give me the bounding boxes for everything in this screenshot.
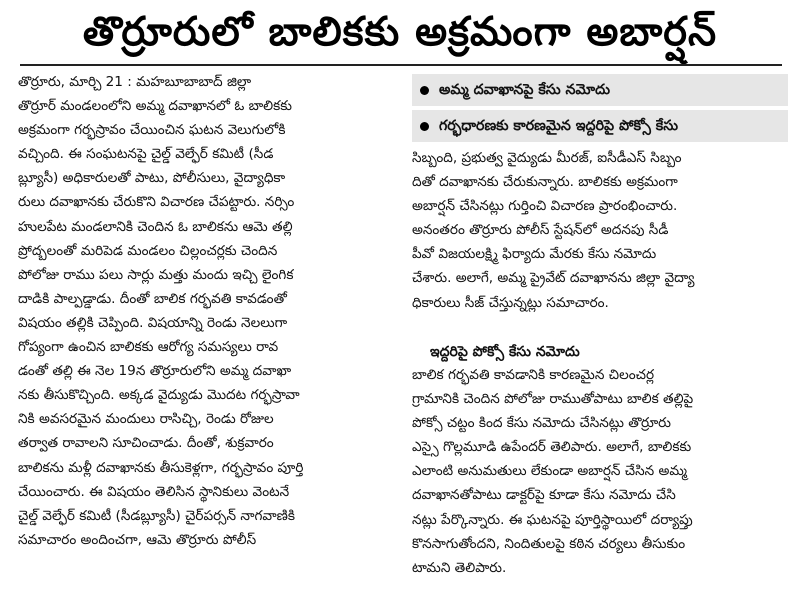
right-column-section-2 xyxy=(412,363,788,580)
text-line: అక్రమంగా గర్భస్రావం చేయించిన ఘటన వెలుగులోకి xyxy=(18,122,286,139)
bullet-icon xyxy=(420,86,429,95)
text-line: రులు దవాఖానకు చేరుకొని విచారణ చేపట్టారు. నర్సిం xyxy=(18,194,295,211)
left-column xyxy=(18,70,398,552)
highlight-item xyxy=(412,110,788,142)
right-column xyxy=(412,146,788,315)
text-line: చేయించారు. ఈ విషయం తెలిసిన స్థానికులు వెంటనే xyxy=(18,483,290,500)
text-line: గ్రామానికి చెందిన పోలోజు రాముతోపాటు బాలిక తల్లిపై xyxy=(412,391,694,408)
text-line: దాడికి పాల్పడ్డాడు. దీంతో బాలిక గర్భవతి కావడంతో xyxy=(18,290,287,307)
headline: తొర్రూరులో బాలికకు అక్రమంగా అబార్షన్ xyxy=(82,9,718,55)
text-line: పోలోజు రాము పలు సార్లు మత్తు మందు ఇచ్చి లైంగిక xyxy=(18,266,294,283)
text-line: బాలికను మళ్లీ దవాఖానకు తీసుకెళ్లగా, గర్భస్రావం పూర్తి xyxy=(18,459,304,476)
text-line: నకు తీసుకొచ్చింది. అక్కడ వైద్యుడు మొదట గర్భస్రావా xyxy=(18,387,300,404)
text-line: తొర్రూరు, మార్చి 21 : మహబూబాబాద్ జిల్లా xyxy=(18,74,252,90)
text-line: అనంతరం తొర్రూరు పోలీస్ స్టేషన్‌లో అదనపు సీడీ xyxy=(412,222,669,239)
text-line: ఎలాంటి అనుమతులు లేకుండా అబార్షన్ చేసిన అమ్మ xyxy=(412,463,687,480)
text-line: ప్రోద్బలంతో మరిపెడ మండలం చిల్లంచర్లకు చెందిన xyxy=(18,242,278,259)
text-line: అబార్షన్ చేసినట్లు గుర్తించి విచారణ ప్రారంభించారు. xyxy=(412,198,678,215)
highlight-text: అమ్మ దవాఖానపై కేసు నమోదు xyxy=(439,82,611,98)
text-line: దితో దవాఖానకు చేరుకున్నారు. బాలికకు అక్రమంగా xyxy=(412,174,678,191)
headline-divider xyxy=(20,64,782,66)
text-line: బ్ల్యూసీ) అధికారులతో పాటు, పోలీసులు, వైద్యాధికా xyxy=(18,170,286,187)
subheading: ఇద్దరిపై పోక్సో కేసు నమోదు xyxy=(430,344,580,360)
text-line: ధికారులు సీజ్ చేస్తున్నట్లు సమాచారం. xyxy=(412,294,609,311)
text-line: దవాఖానతోపాటు డాక్టర్‌పై కూడా కేసు నమోదు చేసి xyxy=(412,487,676,504)
text-line: పీవో విజయలక్ష్మి ఫిర్యాదు మేరకు కేసు నమోదు xyxy=(412,246,657,263)
text-line: నట్లు పేర్కొన్నారు. ఈ ఘటనపై పూర్తిస్థాయిలో దర్యాప్తు xyxy=(412,511,693,528)
text-line: గోప్యంగా ఉంచిన బాలికకు ఆరోగ్య సమస్యలు రావ xyxy=(18,339,279,356)
text-line: టామని తెలిపారు. xyxy=(412,559,507,576)
highlight-text: గర్భధారణకు కారణమైన ఇద్దరిపై పోక్సో కేసు xyxy=(439,118,679,134)
text-line: సమాచారం అందించగా, ఆమె తొర్రూరు పోలీస్ xyxy=(18,531,257,548)
text-line: చేశారు. అలాగే, అమ్మ ప్రైవేట్ దవాఖానను జిల్లా వైద్యా xyxy=(412,270,695,287)
text-line: పోక్సో చట్టం కింద కేసు నమోదు చేసినట్లు తొర్రూరు xyxy=(412,415,671,432)
text-line: వచ్చింది. ఈ సంఘటనపై చైల్డ్ వెల్ఫేర్ కమిటీ (సీడ xyxy=(18,146,274,163)
text-line: సిబ్బంది, ప్రభుత్వ వైద్యుడు మీరజ్, ఐసీడీఎస్ సిబ్బం xyxy=(412,150,682,166)
bullet-icon xyxy=(420,122,429,131)
text-line: విషయం తల్లికి చెప్పింది. విషయాన్ని రెండు నెలలుగా xyxy=(18,314,288,331)
highlight-item xyxy=(412,74,788,106)
text-line: హులపేట మండలానికి చెందిన ఓ బాలికను ఆమె తల్లి xyxy=(18,218,293,235)
text-line: కొనసాగుతోందని, నిందితులపై కఠిన చర్యలు తీసుకుం xyxy=(412,535,686,552)
text-line: తర్వాత రావాలని సూచించాడు. దీంతో, శుక్రవారం xyxy=(18,435,274,452)
text-line: ఎస్సై గొల్లమూడి ఉపేందర్ తెలిపారు. అలాగే, బాలికకు xyxy=(412,439,692,456)
text-line: చైల్డ్ వెల్ఫేర్ కమిటీ (సీడబ్ల్యూసీ) చైర్‌పర్సన్ నాగవాణికి xyxy=(18,507,295,524)
text-line: బాలిక గర్భవతి కావడానికి కారణమైన చిలంచర్ల xyxy=(412,367,655,383)
highlights-box xyxy=(412,74,788,144)
text-line: తొర్రూర్ మండలంలోని అమ్మ దవాఖానలో ఓ బాలికకు xyxy=(18,98,293,115)
text-line: నికి అవసరమైన మందులు రాసిచ్చి, రెండు రోజుల xyxy=(18,411,274,428)
text-line: డంతో తల్లి ఈ నెల 19న తొర్రూరులోని అమ్మ దవాఖా xyxy=(18,363,292,380)
